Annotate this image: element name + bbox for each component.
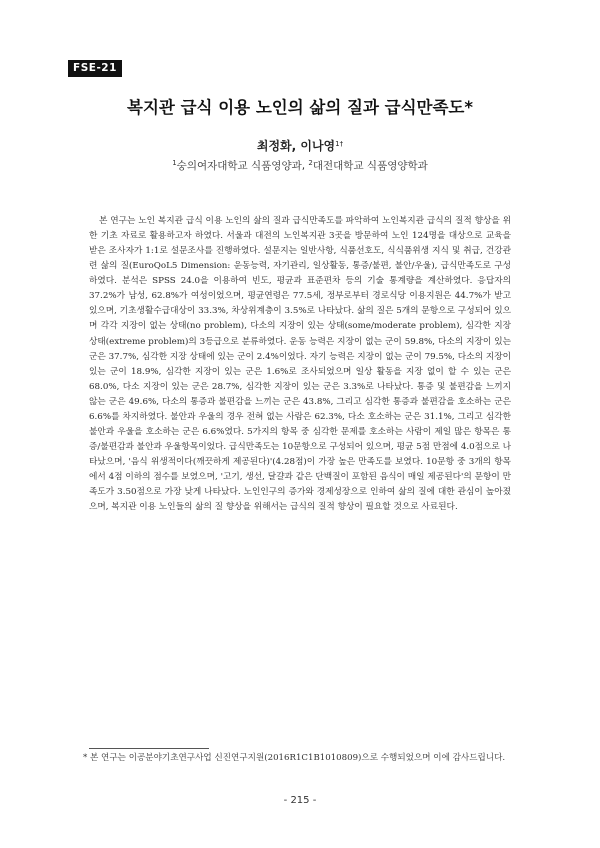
affil-2-sup: 2 bbox=[308, 159, 313, 167]
page-number: - 215 - bbox=[283, 795, 317, 806]
abstract-paragraph: 본 연구는 노인 복지관 급식 이용 노인의 삶의 질과 급식만족도를 파악하여 노인복지관 급식의 질적 향상을 위한 기초 자료로 활용하고자 하였다. 서울과 대전의 노인복지관 3곳을 방문하여 노인 124명을 대상으로 교육을 받은 조사자가 1:1로 설문조사를 진행하였다. 설문지는 일반사항, 식품선호도, 식식품위생 지식 및 취급, 건강관련 삶의 질(EuroQoL5 Dimension: 운동능력, 자기관리, 일상활동, 통증/불편, 불안/우울), 급식만족도로 구성하였다. 분석은 SPSS 24.0을 이용하여 빈도, 평균과 표준편차 등의 기술 통계량을 계산하였다. 응답자의 37.2%가 남성, 62.8%가 여성이었으며, 평균연령은 77.5세, 정부로부터 경로식당 이용지원은 44.7%가 받고 있으며, 기초생활수급대상이 33.3%, 차상위계층이 3.5%로 나타났다. 삶의 질은 5개의 문항으로 구성되어 있으며 각각 지장이 없는 상태(no problem), 다소의 지장이 있는 상태(some/moderate problem), 심각한 지장 상태(extreme problem)의 3등급으로 분류하였다. 운동 능력은 지장이 없는 군이 59.8%, 다소의 지장이 있는 군은 37.7%, 심각한 지장 상태에 있는 군이 2.4%이었다. 자기 능력은 지장이 없는 군이 79.5%, 다소의 지장이 있는 군이 18.9%, 심각한 지장이 있는 군은 1.6%로 조사되었으며 일상 활동을 지장 없이 할 수 있는 군은 68.0%, 다소 지장이 있는 군은 28.7%, 심각한 지장이 있는 군은 3.3%로 나타났다. 통증 및 불편감을 느끼지 않는 군은 49.6%, 다소의 통증과 불편감을 느끼는 군은 43.8%, 그리고 심각한 통증과 불편감을 호소하는 군은 6.6%를 차지하였다. 불안과 우울의 경우 전혀 없는 사람은 62.3%, 다소 호소하는 군은 31.1%, 그리고 심각한 불안과 우울을 호소하는 군은 6.6%였다. 5가지의 항목 중 심각한 문제를 호소하는 사람이 제일 많은 항목은 통증/불편감과 불안과 우울항목이었다. 급식만족도는 10문항으로 구성되어 있으며, 평균 5점 만점에 4.0점으로 나타났으며, '음식 위생적이다(깨끗하게 제공된다)'(4.28점)이 가장 높은 만족도를 보였다. 10문항 중 3개의 항목에서 4점 이하의 점수를 보였으며, '고기, 생선, 달걀과 같은 단백질이 포함된 음식이 매일 제공된다'의 문항이 만족도가 3.50점으로 가장 낮게 나타났다. 노인인구의 증가와 경제성장으로 인하여 삶의 질에 대한 관심이 높아졌으며, 복지관 이용 노인들의 삶의 질 향상을 위해서는 급식의 질적 향상이 필요할 것으로 사료된다. bbox=[89, 216, 511, 513]
affil-1: 숭의여자대학교 식품영양과, bbox=[176, 160, 309, 172]
footnote-divider bbox=[89, 748, 209, 749]
affil-1-sup: 1 bbox=[172, 159, 177, 167]
footnote: * 본 연구는 이공분야기초연구사업 신진연구지원(2016R1C1B1010809)으로 수행되었으며 이에 감사드립니다. bbox=[83, 753, 506, 763]
affiliation-line bbox=[0, 158, 600, 173]
session-badge: FSE-21 bbox=[68, 60, 122, 77]
author-line bbox=[0, 137, 600, 154]
author-mark: 1† bbox=[335, 140, 344, 148]
paper-title: 복지관 급식 이용 노인의 삶의 질과 급식만족도* bbox=[127, 98, 473, 117]
affil-2: 대전대학교 식품영양학과 bbox=[312, 160, 428, 172]
author-names: 최정화, 이나영 bbox=[256, 139, 336, 153]
abstract-body bbox=[89, 214, 511, 515]
